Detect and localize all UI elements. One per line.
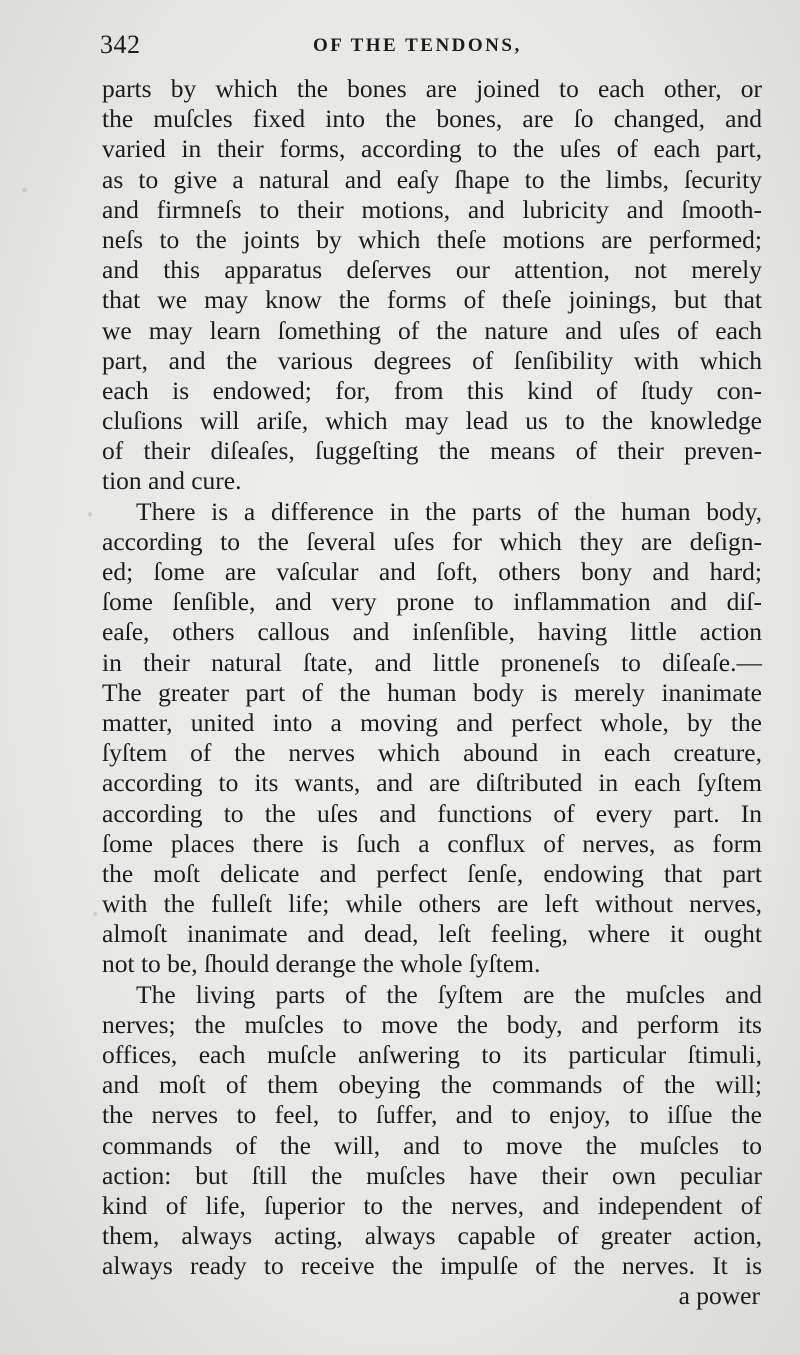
text-line: and this apparatus deſerves our attention, not merely: [102, 255, 762, 285]
page-header: [100, 30, 760, 62]
text-line: ed; ſome are vaſcular and ſoft, others bony and hard;: [102, 557, 762, 586]
text-line: varied in their forms, according to the uſes of each part,: [102, 134, 762, 164]
text-line: action: but ſtill the muſcles have their own peculiar: [102, 1160, 762, 1190]
text-line: and firmneſs to their motions, and lubricity and ſmooth-: [102, 194, 762, 224]
body-text: [102, 74, 762, 1282]
text-line: kind of life, ſuperior to the nerves, and independent of: [102, 1190, 762, 1220]
text-line: them, always acting, always capable of greater action,: [102, 1221, 762, 1251]
text-line: matter, united into a moving and perfect whole, by the: [102, 707, 762, 737]
text-line: that we may know the forms of theſe joinings, but that: [102, 285, 762, 315]
text-line: The greater part of the human body is merely inanimate: [102, 677, 762, 707]
text-line: cluſions will ariſe, which may lead us to the knowledge: [102, 406, 762, 436]
text-line: ſome ſenſible, and very prone to inflammation and diſ-: [102, 587, 762, 617]
text-line: offices, each muſcle anſwering to its particular ſtimuli,: [102, 1040, 762, 1069]
text-line: commands of the will, and to move the muſcles to: [102, 1130, 762, 1160]
ink-speck: [22, 188, 27, 192]
text-line: almoſt inanimate and dead, leſt feeling, where it ought: [102, 919, 762, 949]
text-line: parts by which the bones are joined to each other, or: [102, 74, 762, 103]
text-line: The living parts of the ſyſtem are the muſcles and: [136, 979, 762, 1009]
text-line: nerves; the muſcles to move the body, and perform its: [102, 1009, 762, 1039]
text-line: There is a difference in the parts of the human body,: [136, 496, 762, 526]
text-line: each is endowed; for, from this kind of ſtudy con-: [102, 375, 762, 405]
running-head: OF THE TENDONS,: [313, 35, 522, 56]
page-number: 342: [100, 30, 141, 59]
text-line: ſyſtem of the nerves which abound in each creature,: [102, 738, 762, 768]
text-line: according to the uſes and functions of every part. In: [102, 798, 762, 828]
text-line: as to give a natural and eaſy ſhape to the limbs, ſecurity: [102, 164, 762, 194]
ink-speck: [88, 512, 92, 517]
ink-speck: [93, 912, 97, 916]
text-line: in their natural ſtate, and little proneneſs to diſeaſe.—: [102, 647, 762, 677]
text-line: ſome places there is ſuch a conflux of nerves, as form: [102, 828, 762, 858]
text-line: tion and cure.: [102, 466, 242, 496]
text-line: the nerves to feel, to ſuffer, and to enjoy, to iſſue the: [102, 1100, 762, 1130]
text-line: we may learn ſomething of the nature and uſes of each: [102, 315, 762, 345]
paragraph: [102, 980, 762, 1282]
text-line: according to its wants, and are diſtributed in each ſyſtem: [102, 768, 762, 798]
text-line: the moſt delicate and perfect ſenſe, endowing that part: [102, 858, 762, 888]
paragraph: [102, 497, 762, 980]
catchword: a power: [678, 1281, 760, 1310]
text-line: eaſe, others callous and inſenſible, having little action: [102, 617, 762, 647]
text-line: with the fulleſt life; while others are left without nerves,: [102, 889, 762, 919]
text-line: not to be, ſhould derange the whole ſyſtem.: [102, 949, 541, 979]
text-line: always ready to receive the impulſe of the nerves. It is: [102, 1251, 762, 1281]
text-line: part, and the various degrees of ſenſibility with which: [102, 345, 762, 375]
paragraph: [102, 74, 762, 497]
text-line: neſs to the joints by which theſe motions are performed;: [102, 224, 762, 254]
text-line: the muſcles fixed into the bones, are ſo changed, and: [102, 104, 762, 134]
text-line: and moſt of them obeying the commands of the will;: [102, 1070, 762, 1100]
text-line: of their diſeaſes, ſuggeſting the means of their preven-: [102, 436, 762, 466]
text-line: according to the ſeveral uſes for which they are deſign-: [102, 526, 762, 556]
